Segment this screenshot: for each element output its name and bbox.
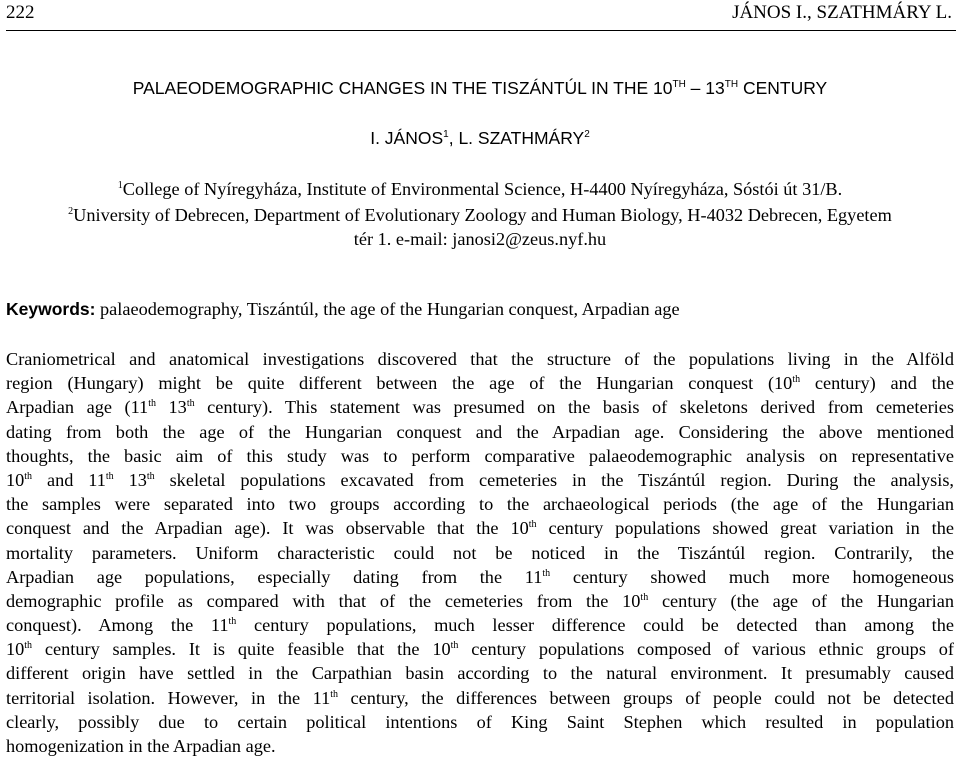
- title-text-part: PALAEODEMOGRAPHIC CHANGES IN THE TISZÁNTÚL IN THE 10: [132, 78, 673, 98]
- affil-marker: 2: [68, 205, 74, 217]
- ordinal-sup: th: [24, 640, 33, 652]
- paper-title: [0, 78, 960, 99]
- abstract-line: thoughts, the basic aim of this study was to perform comparative palaeodemographic analysis on representative: [6, 445, 954, 466]
- keywords-text: palaeodemography, Tiszántúl, the age of the Hungarian conquest, Arpadian age: [95, 299, 680, 319]
- abstract-line: 10th century samples. It is quite feasible that the 10th century populations composed of various ethnic groups of: [6, 639, 954, 660]
- ordinal-sup: th: [330, 688, 338, 700]
- title-sup: TH: [724, 79, 739, 91]
- affil-text: College of Nyíregyháza, Institute of Environmental Science, H-4400 Nyíregyháza, Sóstói út 31/B.: [122, 179, 843, 199]
- abstract-line: homogenization in the Arpadian age.: [6, 736, 276, 756]
- page-header: [6, 2, 952, 26]
- header-rule: [6, 30, 956, 31]
- abstract-line: territorial isolation. However, in the 11th century, the differences between groups of people could not be detected: [6, 687, 954, 708]
- author-affil-marker: 2: [584, 129, 590, 141]
- title-text-part: CENTURY: [738, 78, 828, 98]
- ordinal-sup: th: [186, 398, 195, 410]
- abstract-line: 10th and 11th 13th skeletal populations excavated from cemeteries in the Tiszántúl region. During the analysis,: [6, 469, 954, 490]
- author-line: [0, 128, 960, 149]
- abstract-line: Craniometrical and anatomical investigations discovered that the structure of the populations living in the Alföld: [6, 349, 954, 369]
- ordinal-sup: th: [24, 470, 33, 482]
- ordinal-sup: th: [542, 567, 551, 579]
- ordinal-sup: th: [105, 470, 114, 482]
- abstract-line: conquest and the Arpadian age). It was observable that the 10th century populations showed great variation in the: [6, 518, 954, 539]
- ordinal-sup: th: [528, 519, 537, 531]
- ordinal-sup: th: [148, 398, 156, 410]
- affiliation-2: [0, 203, 960, 251]
- abstract-line: clearly, possibly due to certain political intentions of King Saint Stephen which resulted in population: [6, 711, 954, 732]
- affiliation-1: [0, 177, 960, 201]
- abstract-line: the samples were separated into two groups according to the archaeological periods (the age of the Hungarian: [6, 494, 954, 515]
- running-head: JÁNOS I., SZATHMÁRY L.: [732, 2, 952, 23]
- ordinal-sup: th: [146, 470, 155, 482]
- title-sup: TH: [672, 79, 686, 91]
- page-number: 222: [6, 2, 35, 23]
- author-name: , L. SZATHMÁRY: [448, 128, 585, 148]
- ordinal-sup: th: [450, 640, 459, 652]
- abstract-line: Arpadian age (11th 13th century). This statement was presumed on the basis of skeletons derived from cemeteries: [6, 397, 954, 418]
- title-text-part: – 13: [685, 78, 725, 98]
- ordinal-sup: th: [228, 615, 237, 627]
- abstract-line: different origin have settled in the Carpathian basin according to the natural environment. It presumably caused: [6, 663, 954, 684]
- abstract-line: dating from both the age of the Hungarian conquest and the Arpadian age. Considering the above mentioned: [6, 421, 954, 442]
- author-name: I. JÁNOS: [370, 128, 444, 148]
- abstract-line: conquest). Among the 11th century populations, much lesser difference could be detected than among the: [6, 615, 954, 636]
- affil-text-cont: tér 1. e-mail: janosi2@zeus.nyf.hu: [353, 229, 607, 249]
- affil-marker: 1: [117, 179, 123, 191]
- keywords-label: Keywords:: [6, 299, 96, 319]
- abstract-line: region (Hungary) might be quite different between the age of the Hungarian conquest (10th century) and the: [6, 373, 954, 394]
- keywords: [6, 299, 954, 320]
- affil-text: University of Debrecen, Department of Evolutionary Zoology and Human Biology, H-4032 Debrecen, Egyetem: [73, 205, 892, 225]
- abstract: [6, 347, 954, 758]
- abstract-line: demographic profile as compared with that of the cemeteries from the 10th century (the age of the Hungarian: [6, 590, 954, 611]
- ordinal-sup: th: [792, 374, 801, 386]
- abstract-line: Arpadian age populations, especially dating from the 11th century showed much more homogeneous: [6, 566, 954, 587]
- author-affil-marker: 1: [443, 129, 449, 141]
- ordinal-sup: th: [640, 591, 649, 603]
- abstract-line: mortality parameters. Uniform characteristic could not be noticed in the Tiszántúl region. Contrarily, the: [6, 542, 954, 563]
